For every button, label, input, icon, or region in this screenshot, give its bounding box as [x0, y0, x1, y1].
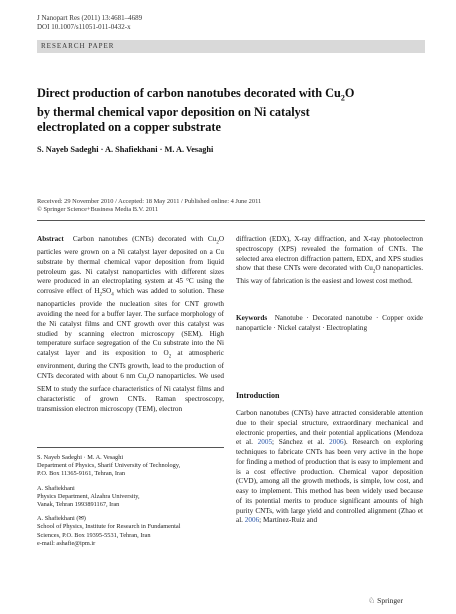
citation-link[interactable]: 2006 [329, 438, 344, 447]
abstract-sub: 2 [372, 269, 376, 275]
received-dates: Received: 29 November 2010 / Accepted: 18 May 2011 / Published online: 4 June 2011 [37, 198, 262, 205]
journal-citation [37, 14, 142, 32]
springer-logo-icon: ♘ [368, 596, 376, 605]
intro-seg: ). Research on exploring techniques to fabricate CNTs has been very active in the hope for finding a method of production that is easy to implement and is a cost effective production. Chemical vapor deposition (CVD), among all the growth methods, is simple, low cost, and easy to implement. This method has been widely used because of its potential merits to produce significant amounts of high purity CNTs, with large yield and controlled alignment (Zhao et al. [236, 438, 424, 525]
affiliation-3: A. Shafiekhani (✉) School of Physics, Institute for Research in Fundamental Sciences, P.O. Box 19395-5531, Tehran, Iran e-mail: ashafie@ipm.ir [37, 515, 181, 547]
author-list: S. Nayeb Sadeghi · A. Shafiekhani · M. A. Vesaghi [37, 145, 214, 154]
abstract-seg: O particles were grown on a Ni catalyst layer deposited on a Cu substrate by thermal chemical vapor deposition from liquid petroleum gas. Ni catalyst nanoparticles with different sizes were produced in an electroplating system at 45 °C using the corrosive effect of H [37, 235, 225, 296]
abstract-continued [236, 235, 423, 287]
abstract-sub: 2 [168, 354, 172, 360]
title-line1-end: O [344, 86, 355, 100]
citation-link[interactable]: 2006 [244, 516, 260, 525]
affiliations [37, 454, 224, 554]
section-banner: RESEARCH PAPER [37, 40, 425, 53]
publisher-footer [368, 596, 403, 605]
abstract-seg: SO [102, 287, 112, 296]
copyright-line: © Springer Science+Business Media B.V. 2011 [37, 206, 159, 214]
abstract-seg: which was added to solution. These nanoparticles provide the nucleation sites for CNT growth avoiding the need for a buffer layer. The surface morphology of the Ni catalyst films and CNT growth over this catalyst was studied by scanning electron microscopy (SEM). High temperature surface segregation of the Cu substrate into the Ni catalyst layer and its exposition to O [37, 287, 224, 358]
intro-seg: ; Sánchez et al. [272, 438, 330, 447]
title-subscript: 2 [340, 93, 345, 103]
publisher-name: Springer [377, 596, 404, 605]
abstract-seg: O nanoparticles. We used SEM to study the surface characteristics of Ni catalyst films and characteristic of grown CNTs. Raman spectroscopy, transmission electron microscopy (TEM), electron [37, 372, 225, 413]
affiliation-2: A. Shafiekhani Physics Department, Alzahra University, Vanak, Tehran 1993891167, Iran [37, 484, 140, 509]
paper-title [37, 86, 427, 135]
abstract-seg: O nanoparticles. This way of fabrication is the easiest and lowest cost method. [236, 264, 424, 286]
keywords [236, 314, 423, 334]
abstract-sub: 2 [216, 240, 219, 246]
intro-seg: Carbon nanotubes (CNTs) have attracted considerable attention due to their special structure, extraordinary mechanical and electronic properties, and their potential applications (Mendoza et al. [236, 409, 423, 447]
abstract-seg: at atmospheric environment, during the CNTs growth, lead to the production of CNTs decorated with about 6 nm Cu [37, 349, 224, 381]
title-line3: electroplated on a copper substrate [37, 120, 221, 135]
keywords-label: Keywords [236, 314, 268, 322]
affiliation-1: S. Nayeb Sadeghi · M. A. Vesaghi Department of Physics, Sharif University of Technology, P.O. Box 11365-9161, Tehran, Iran [37, 454, 181, 478]
abstract-seg: Carbon nanotubes (CNTs) decorated with Cu [72, 235, 217, 243]
intro-seg: ; Martínez-Ruiz and [259, 516, 318, 525]
introduction-heading: Introduction [236, 391, 280, 400]
publication-dates [37, 198, 437, 215]
journal-line: J Nanopart Res (2011) 13:4681–4689 [37, 14, 143, 22]
section-divider [37, 220, 425, 221]
introduction-text [236, 409, 423, 526]
keywords-text: Nanotube · Decorated nanotube · Copper oxide nanoparticle · Nickel catalyst · Electroplating [236, 314, 424, 332]
abstract-sub: 2 [146, 377, 149, 383]
abstract-sub: 2 [99, 292, 103, 298]
abstract-seg: diffraction (EDX), X-ray diffraction, and X-ray photoelectron spectroscopy (XPS) revealed the formation of CNTs. The selected area electron diffraction pattern, EDX, and XPS studies show that these CNTs were decorated with Cu [236, 235, 423, 273]
abstract-sub: 4 [111, 292, 114, 298]
title-line1: Direct production of carbon nanotubes decorated with Cu [37, 86, 341, 100]
abstract-label: Abstract [37, 235, 64, 243]
title-line2: by thermal chemical vapor deposition on Ni catalyst [37, 105, 310, 120]
doi-line: DOI 10.1007/s11051-011-0432-x [37, 23, 131, 31]
abstract-text [37, 235, 224, 415]
footnote-divider [37, 447, 224, 448]
citation-link[interactable]: 2005 [257, 438, 273, 447]
